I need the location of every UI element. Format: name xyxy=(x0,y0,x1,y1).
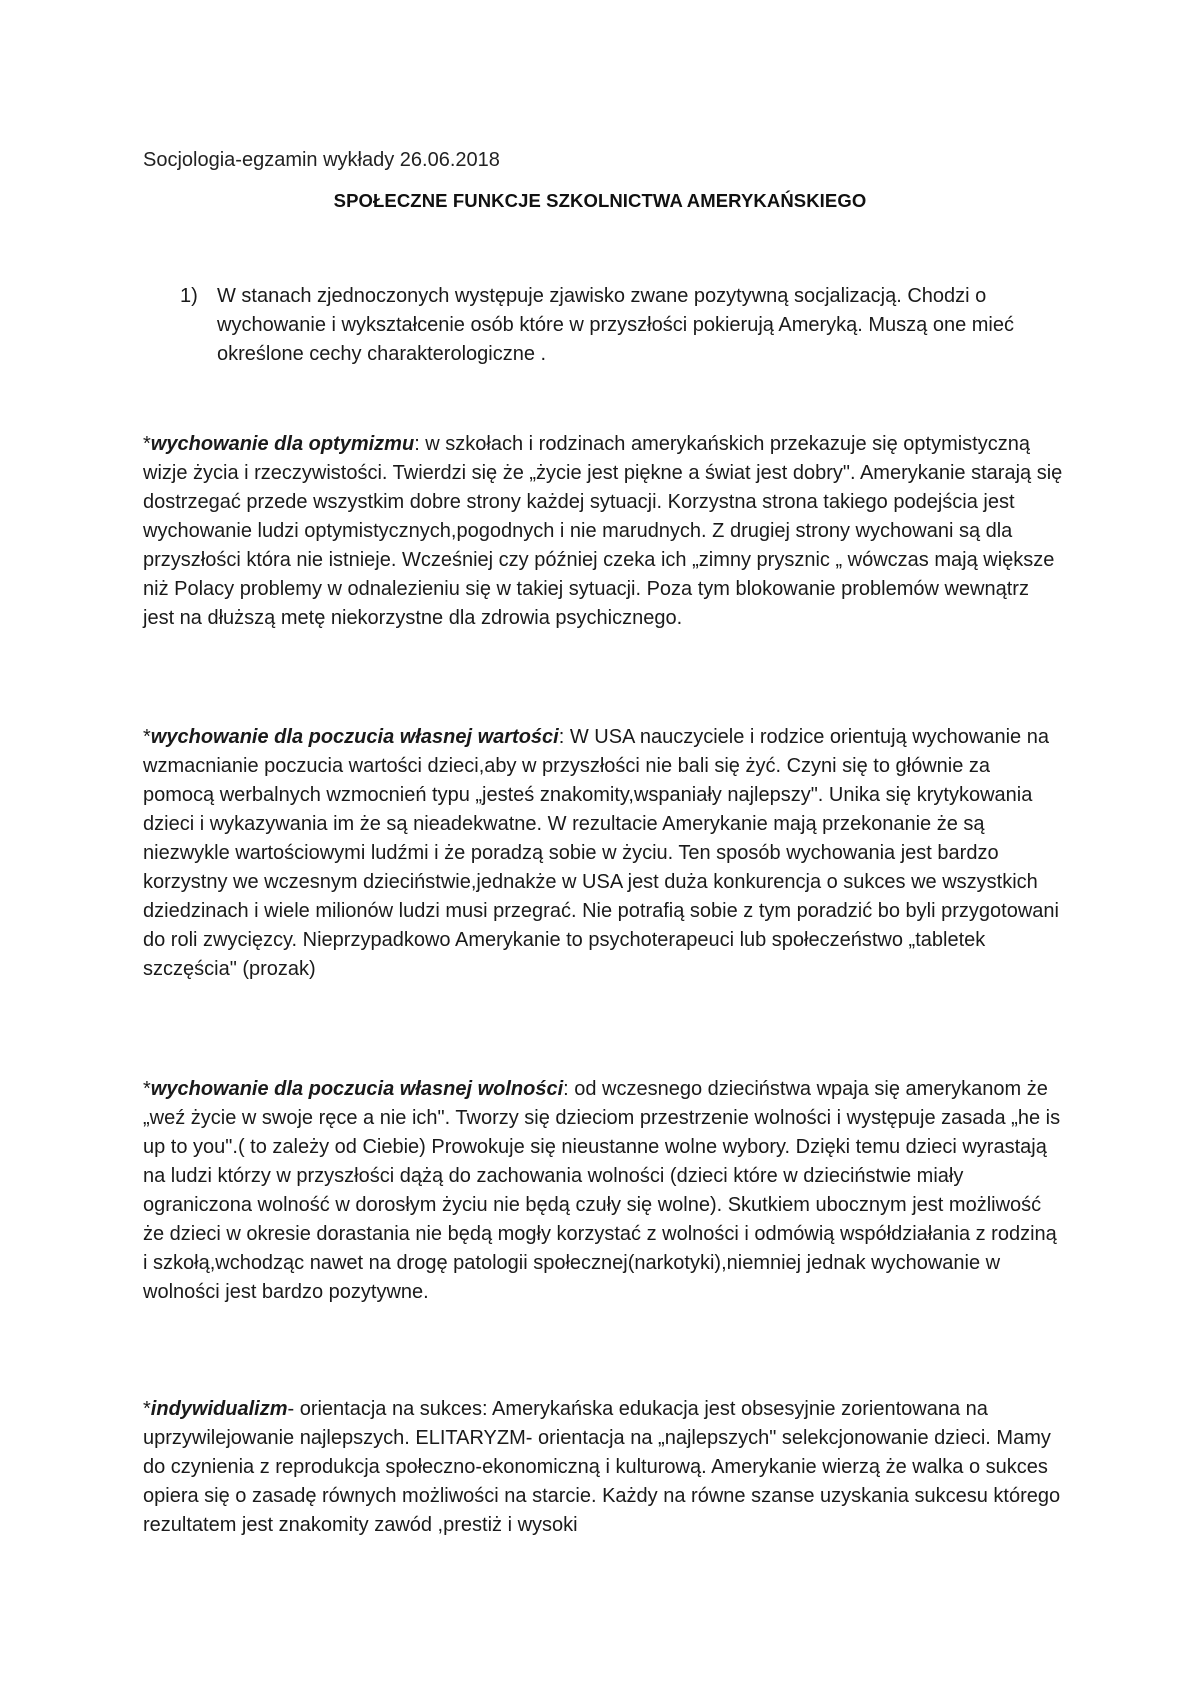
section-marker: * xyxy=(143,433,151,455)
list-number: 1) xyxy=(180,285,198,307)
section-term: wychowanie dla poczucia własnej wolności xyxy=(150,1078,564,1100)
section-indywidualizm xyxy=(143,1395,1065,1540)
section-marker: * xyxy=(143,1078,151,1100)
section-body: : W USA nauczyciele i rodzice orientują wychowanie na wzmacnianie poczucia wartości dzieci,aby w przyszłości nie bali się żyć. Czyni się to głównie za pomocą werbalnych wzmocnień typu „jesteś znakomity,wspaniały najlepszy". Unika się krytykowania dzieci i wykazywania im że są nieadekwatne. W rezultacie Amerykanie mają przekonanie że są niezwykle wartościowymi ludźmi i że poradzą sobie w życiu. Ten sposób wychowania jest bardzo korzystny we wczesnym dzieciństwie,jednakże w USA jest duża konkurencja o sukces we wszystkich dziedzinach i wiele milionów ludzi musi przegrać. Nie potrafią sobie z tym poradzić bo byli przygotowani do roli zwycięzcy. Nieprzypadkowo Amerykanie to psychoterapeuci lub społeczeństwo „tabletek szczęścia" (prozak) xyxy=(143,726,1059,980)
document-title: SPOŁECZNE FUNKCJE SZKOLNICTWA AMERYKAŃSKIEGO xyxy=(333,190,867,211)
section-term: wychowanie dla poczucia własnej wartości xyxy=(150,726,559,748)
section-marker: * xyxy=(143,726,151,748)
section-term: wychowanie dla optymizmu xyxy=(150,433,415,455)
section-wartosc xyxy=(143,723,1065,984)
document-header: Socjologia-egzamin wykłady 26.06.2018 xyxy=(143,149,500,171)
section-marker: * xyxy=(143,1398,151,1420)
section-term: indywidualizm xyxy=(150,1398,288,1420)
list-item-text: W stanach zjednoczonych występuje zjawisko zwane pozytywną socjalizacją. Chodzi o wychowanie i wykształcenie osób które w przyszłości pokierują Ameryką. Muszą one mieć określone cechy charakterologiczne . xyxy=(217,285,1014,365)
section-body: - orientacja na sukces: Amerykańska edukacja jest obsesyjnie zorientowana na uprzywilejowanie najlepszych. ELITARYZM- orientacja na „najlepszych" selekcjonowanie dzieci. Mamy do czynienia z reprodukcja społeczno-ekonomiczną i kulturową. Amerykanie wierzą że walka o sukces opiera się o zasadę równych możliwości na starcie. Każdy na równe szanse uzyskania sukcesu którego rezultatem jest znakomity zawód ,prestiż i wysoki xyxy=(143,1398,1061,1536)
section-body: : w szkołach i rodzinach amerykańskich przekazuje się optymistyczną wizje życia i rzeczywistości. Twierdzi się że „życie jest piękne a świat jest dobry". Amerykanie starają się dostrzegać przede wszystkim dobre strony każdej sytuacji. Korzystna strona takiego podejścia jest wychowanie ludzi optymistycznych,pogodnych i nie marudnych. Z drugiej strony wychowani są dla przyszłości która nie istnieje. Wcześniej czy później czeka ich „zimny prysznic „ wówczas mają większe niż Polacy problemy w odnalezieniu się w takiej sytuacji. Poza tym blokowanie problemów wewnątrz jest na dłuższą metę niekorzystne dla zdrowia psychicznego. xyxy=(143,433,1063,629)
section-optymizm xyxy=(143,430,1065,633)
section-body: : od wczesnego dzieciństwa wpaja się amerykanom że „weź życie w swoje ręce a nie ich". Tworzy się dzieciom przestrzenie wolności i występuje zasada „he is up to you".( to zależy od Ciebie) Prowokuje się nieustanne wolne wybory. Dzięki temu dzieci wyrastają na ludzi którzy w przyszłości dążą do zachowania wolności (dzieci które w dzieciństwie miały ograniczona wolność w dorosłym życiu nie będą czuły się wolne). Skutkiem ubocznym jest możliwość że dzieci w okresie dorastania nie będą mogły korzystać z wolności i odmówią współdziałania z rodziną i szkołą,wchodząc nawet na drogę patologii społecznej(narkotyki),niemniej jednak wychowanie w wolności jest bardzo pozytywne. xyxy=(143,1078,1061,1303)
section-wolnosc xyxy=(143,1075,1065,1307)
